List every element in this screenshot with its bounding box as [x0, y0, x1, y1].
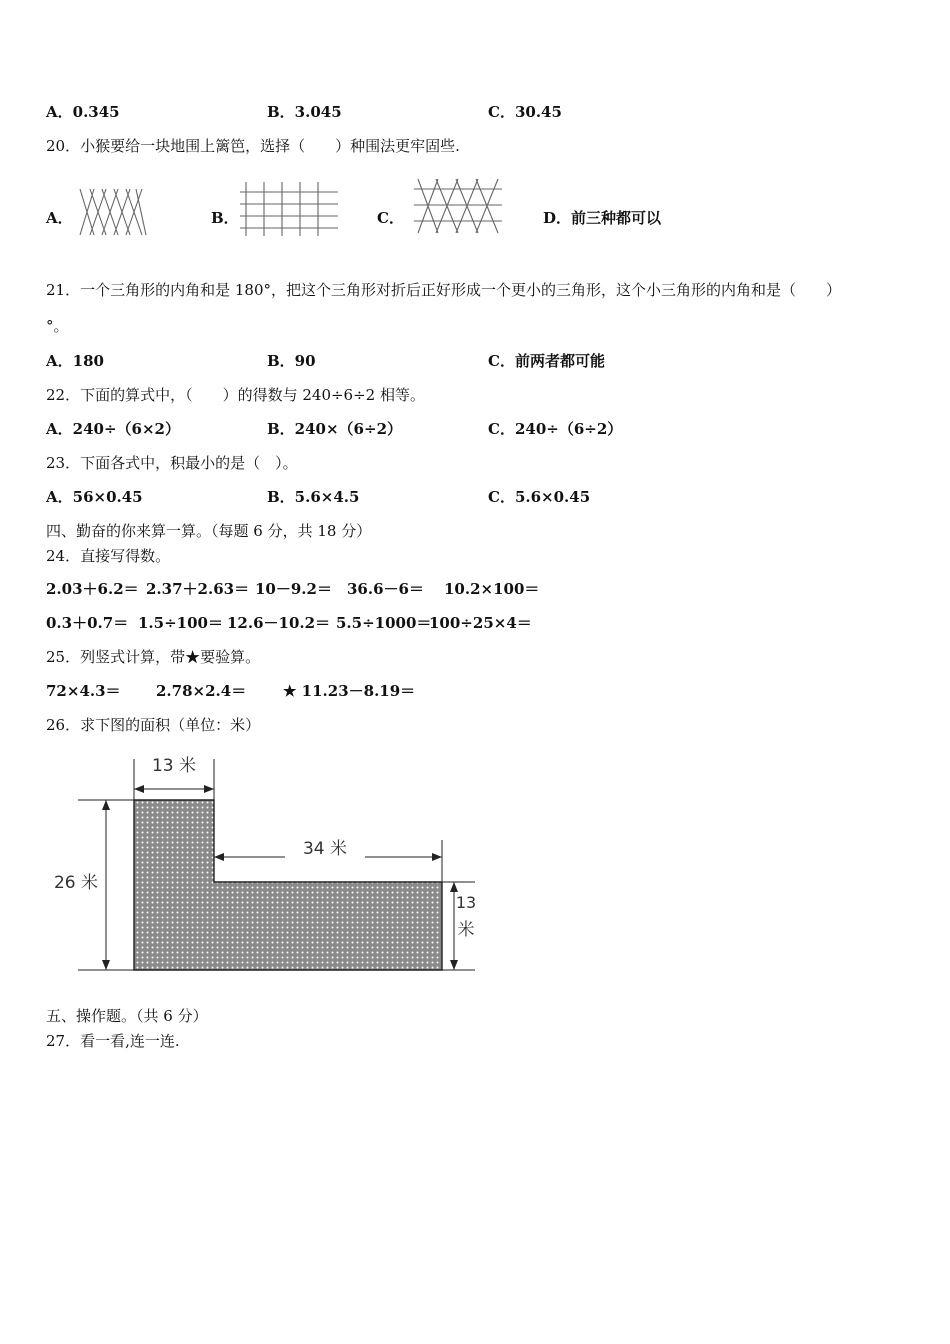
question-27-stem: 27．看一看,连一连.	[46, 1032, 180, 1050]
q23-option-b: B．5.6×4.5	[267, 488, 360, 506]
l-shape-area-figure	[40, 745, 500, 985]
q24-row2-item: 5.5÷1000＝	[336, 614, 432, 632]
q20-option-c-label: C．	[377, 209, 404, 227]
q24-row2-item: 0.3＋0.7＝	[46, 614, 129, 632]
section-5-heading: 五、操作题。（共 6 分）	[46, 1007, 208, 1025]
q25-item: 72×4.3＝	[46, 682, 121, 700]
question-25-stem: 25．列竖式计算，带★要验算。	[46, 648, 261, 666]
q25-item: ★ 11.23－8.19＝	[283, 682, 416, 700]
q24-row1-item: 10.2×100＝	[444, 580, 540, 598]
option-a: A．0.345	[46, 103, 120, 121]
q24-row1-item: 2.37＋2.63＝	[146, 580, 250, 598]
question-21-stem-continued: °。	[46, 317, 69, 335]
right-height-unit: 米	[457, 920, 475, 940]
question-24-stem: 24．直接写得数。	[46, 547, 171, 565]
q21-option-b: B．90	[267, 352, 316, 370]
q24-row2-item: 100÷25×4＝	[429, 614, 532, 632]
l-shape	[134, 800, 442, 970]
q25-item: 2.78×2.4＝	[156, 682, 247, 700]
q20-option-b-label: B．	[211, 209, 239, 227]
q24-row1-item: 36.6－6＝	[347, 580, 424, 598]
right-height-number: 13	[455, 893, 477, 912]
fence-mixed-pattern-c	[414, 175, 504, 237]
fence-cross-pattern-a	[76, 185, 150, 239]
q22-option-b: B．240×（6÷2）	[267, 420, 403, 438]
q24-row2-item: 12.6－10.2＝	[227, 614, 331, 632]
q20-option-d: D．前三种都可以	[543, 209, 662, 227]
option-b: B．3.045	[267, 103, 342, 121]
question-23-stem: 23．下面各式中，积最小的是（ ）。	[46, 454, 298, 472]
q21-option-c: C．前两者都可能	[488, 352, 605, 370]
q23-option-a: A．56×0.45	[46, 488, 143, 506]
top-width-label: 13 米	[151, 756, 197, 776]
q24-row2-item: 1.5÷100＝	[138, 614, 223, 632]
question-26-stem: 26．求下图的面积（单位：米）	[46, 716, 261, 734]
q20-option-a-label: A．	[46, 209, 73, 227]
q22-option-c: C．240÷（6÷2）	[488, 420, 623, 438]
question-22-stem: 22．下面的算式中，（ ）的得数与 240÷6÷2 相等。	[46, 386, 425, 404]
total-height-label: 26 米	[53, 873, 99, 893]
q24-row1-item: 2.03＋6.2＝	[46, 580, 139, 598]
question-20-stem: 20．小猴要给一块地围上篱笆，选择（ ）种围法更牢固些.	[46, 137, 460, 155]
q21-option-a: A．180	[46, 352, 104, 370]
section-4-heading: 四、勤奋的你来算一算。（每题 6 分，共 18 分）	[46, 522, 372, 540]
question-21-stem: 21．一个三角形的内角和是 180°，把这个三角形对折后正好形成一个更小的三角形，这个小三角形的内角和是（ ）	[46, 281, 841, 299]
q23-option-c: C．5.6×0.45	[488, 488, 591, 506]
option-c: C．30.45	[488, 103, 562, 121]
bottom-width-label: 34 米	[302, 839, 348, 859]
fence-grid-pattern-b	[240, 180, 340, 240]
q22-option-a: A．240÷（6×2）	[46, 420, 180, 438]
q24-row1-item: 10－9.2＝	[255, 580, 332, 598]
